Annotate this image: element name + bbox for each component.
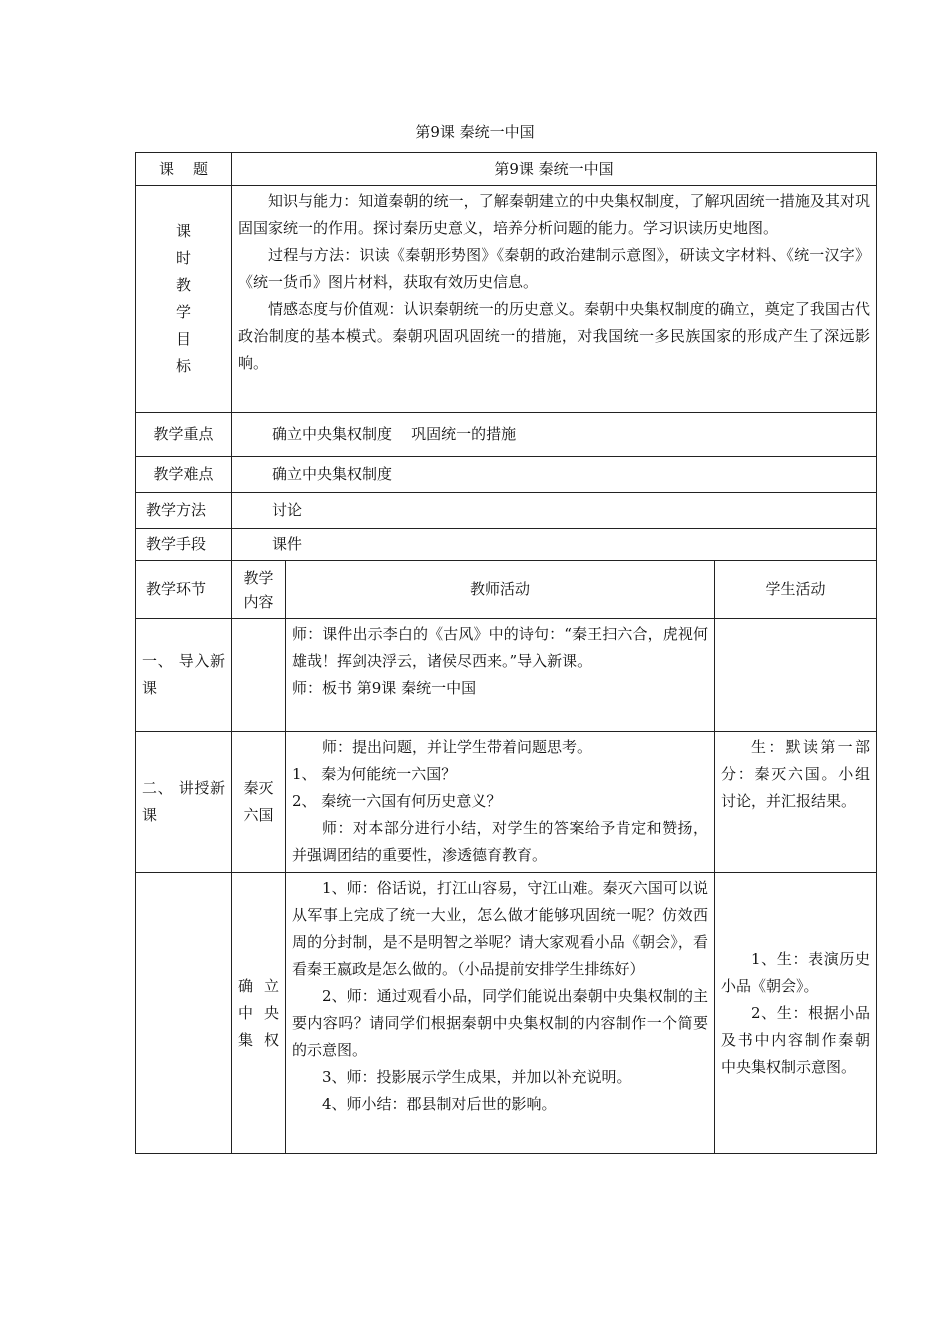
- header-teacher: 教师活动: [286, 561, 715, 619]
- means-label: 教学手段: [136, 529, 232, 561]
- key-points-row: [136, 413, 877, 457]
- activity-header-row: [136, 561, 877, 619]
- key-points-label: 教学重点: [136, 413, 232, 457]
- difficulties-value: 确立中央集权制度: [232, 457, 877, 493]
- row-central-content: 确立中央集权: [232, 873, 286, 1154]
- header-content: 教学内容: [232, 561, 286, 619]
- objective-emotion: 情感态度与价值观：认识秦朝统一的历史意义。秦朝中央集权制度的确立，奠定了我国古代政治制度的基本模式。秦朝巩固巩固统一的措施，对我国统一多民族国家的形成产生了深远影响。: [238, 300, 871, 372]
- method-row: [136, 493, 877, 529]
- header-student: 学生活动: [715, 561, 877, 619]
- row-lecture-teacher: 师：提出问题，并让学生带着问题思考。 1、 秦为何能统一六国？ 2、 秦统一六国有何历史意义？ 师：对本部分进行小结，对学生的答案给予肯定和赞扬，并强调团结的重要性，渗透德育教育。: [286, 732, 715, 873]
- difficulties-label: 教学难点: [136, 457, 232, 493]
- method-value: 讨论: [232, 493, 877, 529]
- topic-label: 课 题: [136, 153, 232, 186]
- row-intro-student: [715, 619, 877, 732]
- means-row: [136, 529, 877, 561]
- objective-process: 过程与方法：识读《秦朝形势图》《秦朝的政治建制示意图》，研读文字材料、《统一汉字》《统一货币》图片材料，获取有效历史信息。: [238, 246, 871, 291]
- activity-row-intro: [136, 619, 877, 732]
- row-lecture-stage: 二、 讲授新课: [136, 732, 232, 873]
- topic-row: [136, 153, 877, 186]
- row-central-teacher: 1、师：俗话说，打江山容易，守江山难。秦灭六国可以说从军事上完成了统一大业，怎么做才能够巩固统一呢？仿效西周的分封制，是不是明智之举呢？请大家观看小品《朝会》，看看秦王嬴政是怎么做的。（小品提前安排学生排练好） 2、师：通过观看小品，同学们能说出秦朝中央集权制的主要内容吗？请同学们根据秦朝中央集权制的内容制作一个简要的示意图。 3、师：投影展示学生成果，并加以补充说明。 4、师小结：郡县制对后世的影响。: [286, 873, 715, 1154]
- objectives-label: 课 时 教 学 目 标: [136, 186, 232, 413]
- row-lecture-content: 秦灭六国: [232, 732, 286, 873]
- row-central-stage: [136, 873, 232, 1154]
- row-intro-content: [232, 619, 286, 732]
- topic-value: 第9课 秦统一中国: [232, 153, 877, 186]
- key-points-value: 确立中央集权制度 巩固统一的措施: [232, 413, 877, 457]
- activity-row-lecture: [136, 732, 877, 873]
- difficulties-row: [136, 457, 877, 493]
- document-title: 第9课 秦统一中国: [415, 123, 535, 141]
- objectives-row: [136, 186, 877, 413]
- objectives-content: [232, 186, 877, 413]
- objective-knowledge: 知识与能力：知道秦朝的统一，了解秦朝建立的中央集权制度，了解巩固统一措施及其对巩固国家统一的作用。探讨秦历史意义，培养分析问题的能力。学习识读历史地图。: [238, 192, 871, 237]
- lesson-plan-table: [135, 152, 877, 1154]
- row-intro-teacher: 师：课件出示李白的《古风》中的诗句：“秦王扫六合，虎视何雄哉！挥剑决浮云，诸侯尽西来。”导入新课。 师：板书 第9课 秦统一中国: [286, 619, 715, 732]
- header-stage: 教学环节: [136, 561, 232, 619]
- method-label: 教学方法: [136, 493, 232, 529]
- means-value: 课件: [232, 529, 877, 561]
- row-central-student: 1、生：表演历史小品《朝会》。 2、生：根据小品及书中内容制作秦朝中央集权制示意图。: [715, 873, 877, 1154]
- row-lecture-student: 生：默读第一部分：秦灭六国。小组讨论，并汇报结果。: [715, 732, 877, 873]
- activity-row-centralization: [136, 873, 877, 1154]
- row-intro-stage: 一、 导入新课: [136, 619, 232, 732]
